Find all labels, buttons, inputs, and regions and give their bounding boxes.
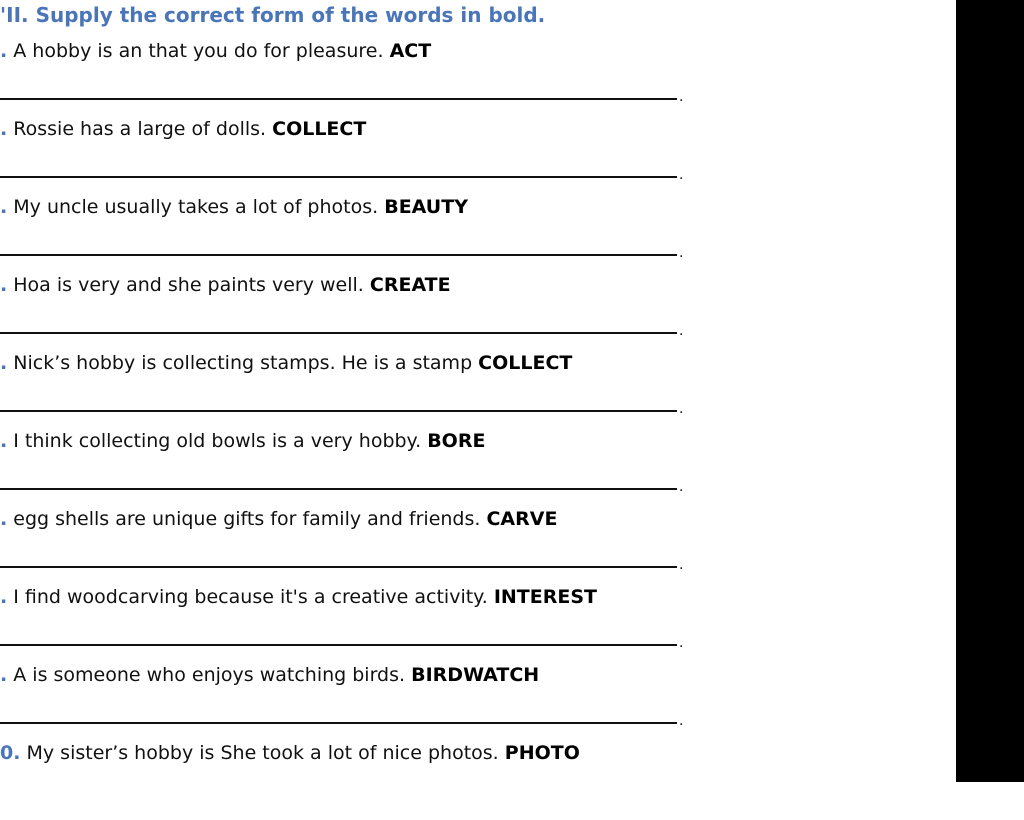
answer-line[interactable] — [0, 566, 677, 568]
item-sentence: I find woodcarving because it's a creative activity. — [13, 586, 488, 608]
item-sentence: A is someone who enjoys watching birds. — [13, 664, 406, 686]
exercise-item — [0, 508, 700, 586]
line-end-mark: . — [679, 557, 684, 573]
exercise-item — [0, 664, 700, 742]
question-line — [0, 742, 580, 764]
item-sentence: egg shells are unique gifts for family and friends. — [13, 508, 481, 530]
exercise-item — [0, 352, 700, 430]
answer-line[interactable] — [0, 98, 677, 100]
item-keyword: PHOTO — [504, 742, 580, 764]
question-line — [0, 118, 366, 140]
exercise-item — [0, 430, 700, 508]
item-sentence: My uncle usually takes a lot of photos. — [13, 196, 379, 218]
item-sentence: I think collecting old bowls is a very hobby. — [13, 430, 422, 452]
question-line — [0, 274, 451, 296]
line-end-mark: . — [679, 245, 684, 261]
item-number: . — [0, 352, 8, 374]
item-keyword: BIRDWATCH — [411, 664, 540, 686]
question-line — [0, 664, 539, 686]
line-end-mark: . — [679, 89, 684, 105]
exercise-item — [0, 118, 700, 196]
line-end-mark: . — [679, 479, 684, 495]
item-keyword: COLLECT — [272, 118, 367, 140]
question-line — [0, 352, 572, 374]
item-keyword: INTEREST — [493, 586, 597, 608]
line-end-mark: . — [679, 635, 684, 651]
answer-line[interactable] — [0, 332, 677, 334]
answer-line[interactable] — [0, 176, 677, 178]
question-line — [0, 430, 485, 452]
exercise-item — [0, 586, 700, 664]
item-number: . — [0, 430, 8, 452]
item-number: . — [0, 274, 8, 296]
item-keyword: CREATE — [369, 274, 451, 296]
item-keyword: BEAUTY — [384, 196, 468, 218]
item-sentence: Rossie has a large of dolls. — [13, 118, 267, 140]
black-side-bar — [956, 0, 1024, 782]
exercise-item — [0, 274, 700, 352]
question-line — [0, 196, 468, 218]
question-line — [0, 508, 557, 530]
line-end-mark: . — [679, 323, 684, 339]
line-end-mark: . — [679, 713, 684, 729]
item-number: 0. — [0, 742, 21, 764]
item-number: . — [0, 508, 8, 530]
item-keyword: CARVE — [486, 508, 558, 530]
answer-line[interactable] — [0, 410, 677, 412]
exercise-item — [0, 196, 700, 274]
exercise-heading: 'II. Supply the correct form of the words in bold. — [0, 3, 546, 27]
line-end-mark: . — [679, 167, 684, 183]
item-number: . — [0, 40, 8, 62]
item-sentence: A hobby is an that you do for pleasure. — [13, 40, 384, 62]
question-line — [0, 586, 597, 608]
item-sentence: Hoa is very and she paints very well. — [13, 274, 364, 296]
item-keyword: BORE — [427, 430, 486, 452]
answer-line[interactable] — [0, 488, 677, 490]
exercise-item — [0, 40, 700, 118]
item-keyword: COLLECT — [478, 352, 573, 374]
item-sentence: Nick’s hobby is collecting stamps. He is a stamp — [13, 352, 473, 374]
exercise-item — [0, 742, 700, 820]
item-number: . — [0, 196, 8, 218]
question-line — [0, 40, 431, 62]
item-sentence: My sister’s hobby is She took a lot of nice photos. — [26, 742, 499, 764]
answer-line[interactable] — [0, 254, 677, 256]
item-number: . — [0, 118, 8, 140]
line-end-mark: . — [679, 401, 684, 417]
item-keyword: ACT — [389, 40, 432, 62]
item-number: . — [0, 664, 8, 686]
answer-line[interactable] — [0, 644, 677, 646]
item-number: . — [0, 586, 8, 608]
answer-line[interactable] — [0, 722, 677, 724]
